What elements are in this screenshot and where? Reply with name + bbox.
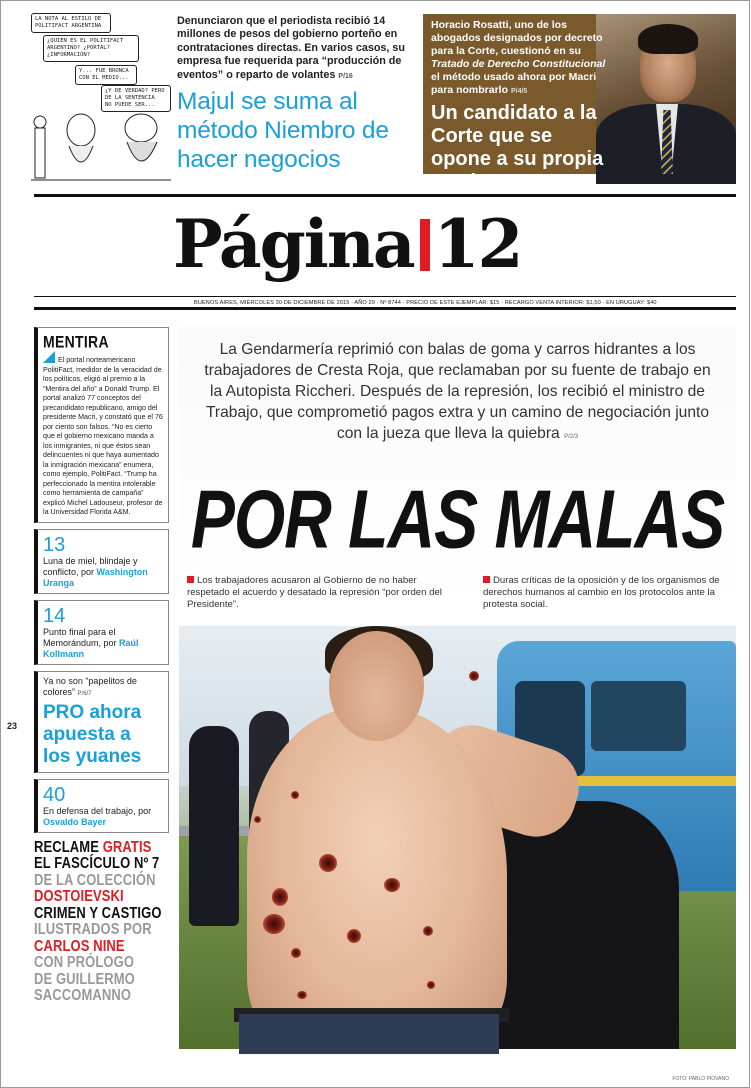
dateline: BUENOS AIRES, MIÉRCOLES 30 DE DICIEMBRE DE 2015 · AÑO 29 · Nº 8744 · PRECIO DE ESTE EJEMPLAR: $15 · RECARGO VENTA INTERIOR: $1,50 · EN URUGUAY: $40 (34, 296, 736, 310)
cartoon-strip (31, 13, 171, 183)
portrait-hair (638, 24, 698, 54)
teaser-majul[interactable] (177, 15, 417, 174)
bullet-left: Los trabajadores acusaron al Gobierno de no haber respetado el acuerdo y desatado la represión “por orden del Presidente”. (187, 575, 442, 610)
mentira-box[interactable] (34, 327, 169, 523)
teaser-headline[interactable]: Majul se suma al método Niembro de hacer negocios (177, 88, 389, 174)
sidebar (34, 327, 169, 1004)
cartoon-caption: LA NOTA AL ESTILO DE POLITIFACT ARGENTINA (31, 13, 111, 33)
teaser-rosatti[interactable] (423, 14, 736, 193)
teaser-intro: Denunciaron que el periodista recibió 14 millones de pesos del gobierno porteño en contrataciones directas. En varios casos, su empresa fue requerida para “producción de eventos” o reparto de volantes P/16 (177, 15, 406, 81)
page-ref-number: 40 (43, 783, 66, 806)
teaser-intro: Horacio Rosatti, uno de los abogados designados por decreto para la Corte, cuestionó en su Tratado de Derecho Constitucional el método usado ahora por Macri para nombrarlo P/4/5 (431, 19, 606, 96)
main-headline[interactable]: POR LAS MALAS (190, 472, 725, 565)
teaser-headline[interactable]: Un candidato a la Corte que se opone a su propia teoría (431, 102, 604, 193)
page-ref-number: 13 (43, 533, 66, 556)
photo-wounded-back (247, 706, 507, 1046)
cartoon-bubble: ¿Y DE VERDAD? PERO DE LA SENTENCIA NO PUEDE SER... (101, 85, 171, 112)
yuanes-headline[interactable]: PRO ahora apuesta a los yuanes (43, 701, 142, 767)
bullet-square-icon (187, 576, 194, 583)
logo-red-bar (420, 219, 430, 271)
bullet-square-icon (483, 576, 490, 583)
cartoon-bubble: Y... FUE BRONCA CON EL MEDIO... (75, 65, 137, 85)
mentira-title: MENTIRA (43, 332, 109, 352)
masthead[interactable] (1, 197, 751, 295)
main-photo (179, 626, 736, 1049)
main-kicker: La Gendarmería reprimió con balas de goma y carros hidrantes a los trabajadores de Cresta Roja, que reclamaban por su fuente de trabajo en la Autopista Riccheri. Después de la represión, los recibió el ministro de Trabajo, que comprometió pagos extra y un camino de negociación junto con la jueza que lleva la quiebra P/2/3 (204, 341, 711, 442)
photo-bystander (189, 726, 239, 926)
page-number: 23 (7, 721, 18, 731)
sidebar-item-14[interactable]: 14 Punto final para el Memorándum, por Raúl Kollmann (34, 600, 169, 665)
sidebar-item-yuanes[interactable]: Ya no son “papelitos de colores” P/6/7 PRO ahora apuesta a los yuanes (34, 671, 169, 773)
mentira-body: El portal norteamericano PolitiFact, medidor de la veracidad de los políticos, eligió al premio a la “Mentira del año” a Donald Trump. El portal analizó 77 conceptos del precandidato republicano, amigo del presidente Macri, y constató que el 76 por ciento son falsos. “No es cierto que el gobierno mexicano manda a los inmigrantes, ni que éstos sean delincuentes ni que haya aumentado la inmigración mexicana” enumera, como ejemplo, PolitiFact. “Trump ha perfeccionado la mentira intolerable como herramienta de campaña” explicó Michel Ladouseur, profesor de la Universidad Florida A&M. (43, 351, 163, 518)
photo-credit: FOTO: PABLO PIOVANO (672, 1076, 729, 1082)
cartoon-figures (31, 108, 171, 183)
logo[interactable]: Página 12 (173, 205, 522, 283)
sidebar-item-40[interactable]: 40 En defensa del trabajo, por Osvaldo Bayer (34, 779, 169, 833)
sidebar-item-13[interactable]: 13 Luna de miel, blindaje y conflicto, por Washington Uranga (34, 529, 169, 594)
triangle-icon (43, 351, 55, 363)
page-ref-number: 14 (43, 604, 66, 627)
dostoievski-promo[interactable]: RECLAME GRATIS EL FASCÍCULO Nº 7 DE LA COLECCIÓN DOSTOIEVSKI CRIMEN Y CASTIGO ILUSTRADOS POR CARLOS NINE CON PRÓLOGO DE GUILLERMO SACCOMANNO (34, 837, 162, 1004)
bullet-right: Duras críticas de la oposición y de los organismos de derechos humanos al cambio en los protocolos ante la protesta social. (483, 575, 720, 610)
cartoon-bubble: ¿QUIÉN ES EL POLITIFACT ARGENTINO? ¿PORTAL? ¿INFORMACIÓN? (43, 35, 139, 62)
